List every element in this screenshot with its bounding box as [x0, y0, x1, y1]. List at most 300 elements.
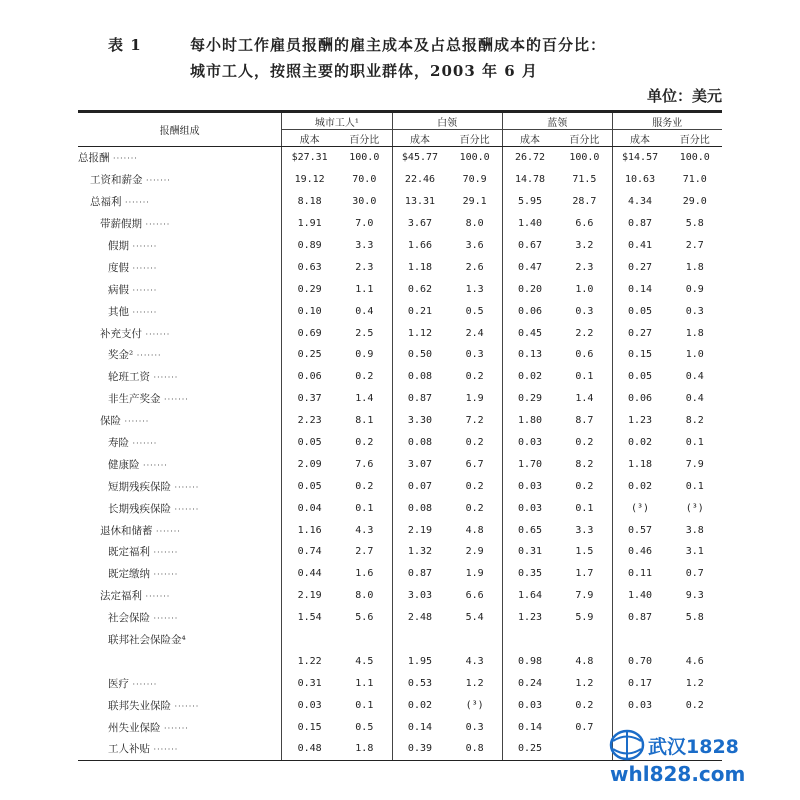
cost-cell: 0.07: [392, 475, 447, 497]
row-label-text: 既定福利: [108, 546, 150, 559]
percent-cell: 6.6: [465, 590, 484, 602]
row-label: [78, 716, 282, 738]
percent-cell: 0.2: [465, 371, 484, 383]
percent-cell: 1.4: [575, 393, 594, 405]
cost-cell: 0.05: [612, 366, 667, 388]
percent-cell: 8.7: [575, 415, 594, 427]
row-label-text: 总报酬: [78, 152, 110, 165]
cost-cell: 0.89: [282, 235, 337, 257]
cost-cell: 1.54: [282, 607, 337, 629]
row-label: [78, 191, 282, 213]
cost-cell: 5.95: [502, 191, 557, 213]
percent-cell: 2.7: [685, 240, 704, 251]
cost-cell: 0.70: [612, 650, 667, 672]
percent-cell: 1.7: [575, 568, 594, 580]
group-header-white-collar: 白领: [392, 112, 502, 130]
table-row: [78, 191, 722, 213]
leader-dots: ·······: [150, 548, 179, 558]
cost-cell: 2.09: [282, 453, 337, 475]
table-row: [78, 672, 722, 694]
row-label: [78, 563, 282, 585]
percent-cell: 4.3: [465, 655, 484, 667]
percent-cell: [447, 629, 502, 651]
cost-cell: 0.39: [392, 738, 447, 760]
percent-cell: 0.5: [355, 721, 374, 733]
percent-cell: 1.2: [685, 677, 704, 689]
percent-cell: 7.9: [575, 590, 594, 602]
leader-dots: ·······: [142, 220, 171, 230]
percent-cell: 2.2: [575, 327, 594, 339]
sub-header-percent: 百分比: [337, 130, 392, 147]
percent-cell: 28.7: [572, 196, 597, 208]
cost-cell: 0.03: [502, 475, 557, 497]
percent-cell: 5.9: [575, 612, 594, 624]
percent-cell: 0.2: [575, 437, 594, 449]
leader-dots: ·······: [139, 460, 168, 470]
cost-cell: 0.05: [282, 432, 337, 454]
cost-cell: 1.91: [282, 213, 337, 235]
cost-cell: 8.18: [282, 191, 337, 213]
cost-cell: 0.74: [282, 541, 337, 563]
percent-cell: 0.2: [575, 699, 594, 711]
row-label-text: 度假: [108, 261, 129, 274]
cost-cell: 0.87: [612, 607, 667, 629]
cost-cell: [282, 629, 337, 651]
leader-dots: ·······: [150, 570, 179, 580]
cost-cell: 0.29: [502, 388, 557, 410]
sub-header-percent: 百分比: [447, 130, 502, 147]
row-label-text: 长期残疾保险: [108, 502, 171, 515]
table-row: [78, 388, 722, 410]
percent-cell: 1.4: [355, 393, 374, 405]
row-label: [78, 388, 282, 410]
percent-cell: 100.0: [459, 152, 490, 164]
row-label-text: 法定福利: [100, 590, 142, 603]
leader-dots: ·······: [129, 679, 158, 689]
cost-cell: 19.12: [282, 169, 337, 191]
percent-cell: 3.2: [575, 240, 594, 251]
cost-cell: 0.57: [612, 519, 667, 541]
percent-cell: 0.2: [465, 502, 484, 514]
cost-cell: 1.66: [392, 235, 447, 257]
percent-cell: 0.5: [465, 305, 484, 317]
cost-cell: 0.11: [612, 563, 667, 585]
cost-cell: 0.35: [502, 563, 557, 585]
cost-cell: 0.03: [502, 432, 557, 454]
cost-cell: 0.05: [612, 300, 667, 322]
row-label-text: 州失业保险: [108, 721, 161, 734]
row-label-text: 病假: [108, 283, 129, 296]
cost-cell: 0.14: [612, 278, 667, 300]
cost-cell: $14.57: [612, 147, 667, 169]
cost-cell: 0.06: [502, 300, 557, 322]
row-label-text: 健康险: [108, 458, 140, 471]
cost-cell: 0.14: [502, 716, 557, 738]
table-row: [78, 497, 722, 519]
cost-cell: 0.44: [282, 563, 337, 585]
percent-cell: 1.5: [575, 546, 594, 558]
table-row: [78, 322, 722, 344]
table-row: [78, 169, 722, 191]
row-label-text: 工资和薪金: [90, 174, 143, 187]
cost-cell: 0.02: [612, 432, 667, 454]
cost-cell: 0.62: [392, 278, 447, 300]
leader-dots: ·······: [129, 263, 158, 273]
cost-cell: (³): [612, 497, 667, 519]
percent-cell: 0.2: [465, 480, 484, 492]
cost-cell: 0.27: [612, 322, 667, 344]
percent-cell: 2.9: [465, 546, 484, 558]
cost-cell: 1.18: [612, 453, 667, 475]
percent-cell: 0.7: [685, 568, 704, 580]
cost-cell: 1.12: [392, 322, 447, 344]
sub-header-cost: 成本: [392, 130, 447, 147]
percent-cell: 1.2: [575, 677, 594, 689]
row-label-text: 社会保险: [108, 612, 150, 625]
cost-cell: 1.18: [392, 256, 447, 278]
percent-cell: 71.5: [572, 174, 597, 186]
cost-cell: 0.04: [282, 497, 337, 519]
percent-cell: 2.3: [355, 261, 374, 273]
table-row: [78, 607, 722, 629]
percent-cell: 4.6: [685, 655, 704, 667]
percent-cell: 0.3: [465, 721, 484, 733]
cost-cell: 0.05: [282, 475, 337, 497]
row-label: [78, 410, 282, 432]
cost-cell: 2.19: [282, 585, 337, 607]
percent-cell: 1.0: [685, 349, 704, 361]
row-label: [78, 607, 282, 629]
percent-cell: 0.1: [355, 502, 374, 514]
cost-cell: 0.15: [612, 344, 667, 366]
table-row: [78, 300, 722, 322]
row-label: [78, 344, 282, 366]
cost-cell: 0.37: [282, 388, 337, 410]
row-label: [78, 256, 282, 278]
percent-cell: 4.8: [465, 524, 484, 536]
cost-cell: 4.34: [612, 191, 667, 213]
table-row: [78, 519, 722, 541]
cost-cell: 0.53: [392, 672, 447, 694]
row-label: [78, 366, 282, 388]
cost-cell: 0.48: [282, 738, 337, 760]
cost-cell: 0.06: [612, 388, 667, 410]
cost-cell: 10.63: [612, 169, 667, 191]
cost-cell: [612, 629, 667, 651]
table-row: [78, 585, 722, 607]
sub-header-cost: 成本: [282, 130, 337, 147]
cost-cell: 0.25: [282, 344, 337, 366]
cost-cell: 3.30: [392, 410, 447, 432]
row-label: [78, 169, 282, 191]
percent-cell: 100.0: [569, 152, 600, 164]
percent-cell: 8.2: [685, 415, 704, 427]
cost-cell: 0.47: [502, 256, 557, 278]
cost-cell: 0.03: [612, 694, 667, 716]
leader-dots: ·······: [171, 482, 200, 492]
percent-cell: 1.0: [575, 283, 594, 295]
group-header-urban: 城市工人¹: [282, 112, 392, 130]
percent-cell: 2.4: [465, 327, 484, 339]
percent-cell: [668, 629, 722, 651]
percent-cell: 7.6: [355, 458, 374, 470]
cost-cell: 0.50: [392, 344, 447, 366]
cost-cell: 1.23: [612, 410, 667, 432]
percent-cell: 0.2: [465, 437, 484, 449]
leader-dots: ·······: [142, 176, 171, 186]
row-label-text: 既定缴纳: [108, 568, 150, 581]
row-label: [78, 432, 282, 454]
table-subtitle: 城市工人，按照主要的职业群体，2003 年 6 月: [190, 62, 538, 80]
percent-cell: (³): [465, 699, 484, 711]
cost-cell: [392, 629, 447, 651]
percent-cell: (³): [685, 502, 704, 514]
cost-cell: 22.46: [392, 169, 447, 191]
cost-cell: 0.63: [282, 256, 337, 278]
cost-cell: 0.46: [612, 541, 667, 563]
percent-cell: 100.0: [349, 152, 380, 164]
percent-cell: 9.3: [685, 590, 704, 602]
table-row: [78, 256, 722, 278]
cost-cell: 0.02: [392, 694, 447, 716]
percent-cell: 0.1: [575, 371, 594, 383]
percent-cell: 3.6: [465, 240, 484, 251]
percent-cell: 4.8: [575, 655, 594, 667]
leader-dots: ·······: [121, 417, 150, 427]
row-label: [78, 235, 282, 257]
table-row: [78, 213, 722, 235]
cost-cell: 0.08: [392, 497, 447, 519]
cost-cell: 0.02: [612, 475, 667, 497]
leader-dots: ·······: [160, 723, 189, 733]
percent-cell: 0.4: [685, 393, 704, 405]
sub-header-cost: 成本: [612, 130, 667, 147]
row-label: [78, 475, 282, 497]
percent-cell: 71.0: [682, 174, 707, 186]
percent-cell: 0.2: [355, 480, 374, 492]
cost-cell: 1.40: [612, 585, 667, 607]
row-label: [78, 519, 282, 541]
leader-dots: ·······: [142, 329, 171, 339]
row-label: [78, 278, 282, 300]
percent-cell: 100.0: [679, 152, 710, 164]
table-row: [78, 366, 722, 388]
cost-cell: 0.03: [282, 694, 337, 716]
row-label-text: 联邦社会保险金⁴: [108, 634, 186, 647]
leader-dots: ·······: [150, 614, 179, 624]
cost-cell: 0.25: [502, 738, 557, 760]
cost-cell: 1.23: [502, 607, 557, 629]
percent-cell: 0.8: [447, 738, 502, 760]
percent-cell: 1.1: [355, 283, 374, 295]
percent-cell: 0.4: [685, 371, 704, 383]
row-label-text: 短期残疾保险: [108, 480, 171, 493]
cost-cell: 0.13: [502, 344, 557, 366]
percent-cell: 3.3: [355, 240, 374, 251]
percent-cell: 1.8: [685, 327, 704, 339]
percent-cell: 7.2: [465, 415, 484, 427]
cost-cell: 3.07: [392, 453, 447, 475]
cost-cell: 13.31: [392, 191, 447, 213]
percent-cell: 0.2: [355, 437, 374, 449]
percent-cell: 0.3: [465, 349, 484, 361]
cost-cell: 0.17: [612, 672, 667, 694]
percent-cell: 1.8: [685, 261, 704, 273]
row-label-text: 非生产奖金: [108, 393, 161, 406]
cost-cell: 1.22: [282, 650, 337, 672]
row-label-text: 联邦失业保险: [108, 699, 171, 712]
row-label: [78, 672, 282, 694]
row-label-text: 总福利: [90, 196, 122, 209]
percent-cell: 0.2: [355, 371, 374, 383]
percent-cell: 1.1: [355, 677, 374, 689]
globe-logo-icon: [608, 728, 646, 762]
cost-cell: 0.98: [502, 650, 557, 672]
row-label: [78, 147, 282, 169]
row-label: [78, 694, 282, 716]
percent-cell: 4.3: [355, 524, 374, 536]
leader-dots: ·······: [171, 504, 200, 514]
cost-cell: [502, 629, 557, 651]
percent-cell: 0.7: [575, 721, 594, 733]
cost-cell: 1.32: [392, 541, 447, 563]
cost-cell: 1.80: [502, 410, 557, 432]
cost-cell: 0.87: [392, 563, 447, 585]
cost-cell: 0.27: [612, 256, 667, 278]
row-label-text: 医疗: [108, 677, 129, 690]
cost-cell: 3.67: [392, 213, 447, 235]
percent-cell: 2.6: [465, 261, 484, 273]
row-label: [78, 738, 282, 760]
cost-cell: 3.03: [392, 585, 447, 607]
row-label: [78, 322, 282, 344]
percent-cell: 29.1: [462, 196, 487, 208]
leader-dots: ·······: [142, 592, 171, 602]
percent-cell: 2.5: [355, 327, 374, 339]
row-label: [78, 541, 282, 563]
leader-dots: ·······: [129, 439, 158, 449]
table-row: [78, 453, 722, 475]
cost-cell: $27.31: [282, 147, 337, 169]
percent-cell: 1.6: [355, 568, 374, 580]
leader-dots: ·······: [109, 154, 138, 164]
leader-dots: ·······: [160, 395, 189, 405]
percent-cell: 0.2: [575, 480, 594, 492]
cost-cell: 1.16: [282, 519, 337, 541]
cost-cell: 2.19: [392, 519, 447, 541]
sub-header-percent: 百分比: [557, 130, 612, 147]
percent-cell: 1.9: [465, 568, 484, 580]
cost-cell: 2.23: [282, 410, 337, 432]
row-label: [78, 650, 282, 672]
cost-cell: 0.41: [612, 235, 667, 257]
percent-cell: 0.9: [685, 283, 704, 295]
row-label-text: 保险: [100, 415, 121, 428]
percent-cell: 4.5: [355, 655, 374, 667]
cost-cell: 0.08: [392, 432, 447, 454]
percent-cell: 0.1: [355, 699, 374, 711]
percent-cell: 0.3: [575, 305, 594, 317]
leader-dots: ·······: [133, 351, 162, 361]
cost-cell: 0.87: [612, 213, 667, 235]
leader-dots: ·······: [171, 701, 200, 711]
cost-cell: 26.72: [502, 147, 557, 169]
table-row: [78, 344, 722, 366]
percent-cell: 3.1: [685, 546, 704, 558]
cost-cell: 1.70: [502, 453, 557, 475]
leader-dots: ·······: [129, 242, 158, 251]
group-header-blue-collar: 蓝领: [502, 112, 612, 130]
row-label: [78, 629, 282, 651]
cost-cell: 0.45: [502, 322, 557, 344]
leader-dots: ·······: [150, 745, 179, 755]
percent-cell: 0.6: [575, 349, 594, 361]
percent-cell: 0.3: [685, 305, 704, 317]
percent-cell: 0.9: [355, 349, 374, 361]
sub-header-percent: 百分比: [668, 130, 722, 147]
cost-cell: 0.20: [502, 278, 557, 300]
cost-cell: 0.15: [282, 716, 337, 738]
percent-cell: 30.0: [352, 196, 377, 208]
percent-cell: 1.8: [337, 738, 392, 760]
percent-cell: 8.1: [355, 415, 374, 427]
percent-cell: 3.8: [685, 524, 704, 536]
cost-cell: 0.06: [282, 366, 337, 388]
watermark-line2: whl828.com: [610, 762, 746, 786]
cost-cell: 0.69: [282, 322, 337, 344]
cost-cell: 0.02: [502, 366, 557, 388]
percent-cell: 8.2: [575, 458, 594, 470]
leader-dots: ·······: [129, 307, 158, 317]
cost-cell: 0.08: [392, 366, 447, 388]
percent-cell: 7.9: [685, 458, 704, 470]
cost-cell: 0.31: [282, 672, 337, 694]
percent-cell: 70.0: [352, 174, 377, 186]
table-row: [78, 147, 722, 169]
group-header-service: 服务业: [612, 112, 722, 130]
percent-cell: 1.2: [465, 677, 484, 689]
cost-cell: 0.03: [502, 694, 557, 716]
table-row: [78, 475, 722, 497]
cost-cell: 0.10: [282, 300, 337, 322]
table-row: [78, 278, 722, 300]
leader-dots: ·······: [152, 526, 181, 536]
percent-cell: 0.1: [575, 502, 594, 514]
sub-header-cost: 成本: [502, 130, 557, 147]
percent-cell: 5.4: [465, 612, 484, 624]
leader-dots: ·······: [129, 285, 158, 295]
percent-cell: 0.1: [685, 437, 704, 449]
row-label: [78, 300, 282, 322]
row-label-text: 寿险: [108, 437, 129, 450]
cost-cell: 0.29: [282, 278, 337, 300]
row-label: [78, 585, 282, 607]
percent-cell: 8.0: [465, 218, 484, 230]
table-row: [78, 235, 722, 257]
cost-cell: 0.03: [502, 497, 557, 519]
row-label-text: 带薪假期: [100, 218, 142, 231]
percent-cell: 5.8: [685, 612, 704, 624]
percent-cell: 7.0: [355, 218, 374, 230]
percent-cell: 5.6: [355, 612, 374, 624]
row-label-text: 假期: [108, 240, 129, 252]
percent-cell: 70.9: [462, 174, 487, 186]
row-label: [78, 453, 282, 475]
row-label-text: 奖金²: [108, 349, 134, 362]
cost-cell: 1.64: [502, 585, 557, 607]
table-row: [78, 541, 722, 563]
percent-cell: 2.3: [575, 261, 594, 273]
